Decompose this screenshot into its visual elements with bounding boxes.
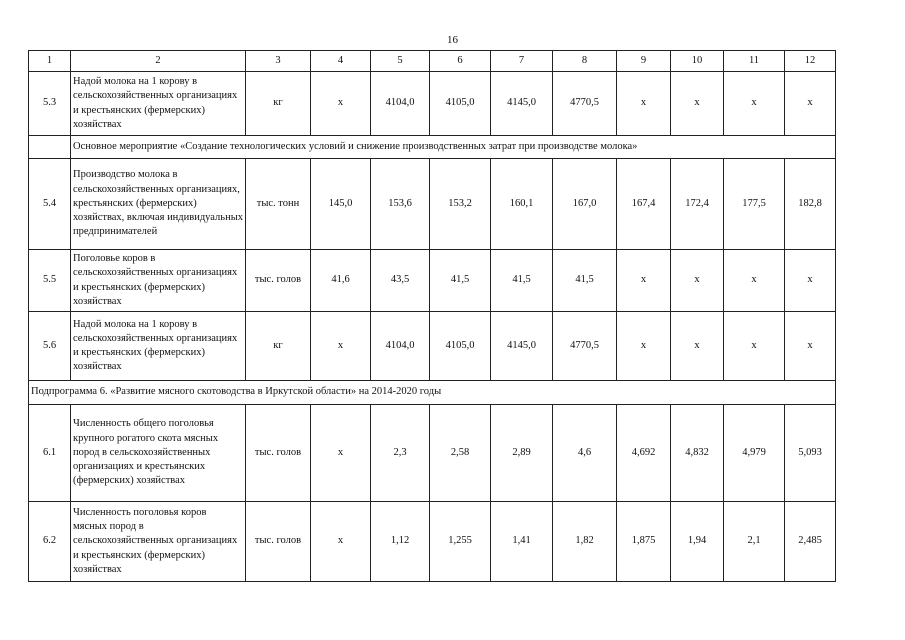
value-cell: 167,4: [617, 159, 671, 250]
value-cell: 172,4: [671, 159, 724, 250]
value-cell: 4104,0: [371, 72, 430, 136]
page-number: 16: [447, 34, 458, 46]
value-cell: 1,255: [430, 502, 491, 582]
row-number: 5.3: [29, 72, 71, 136]
section-title: Основное мероприятие «Создание технологических условий и снижение производственных затрат при производстве молока»: [71, 136, 836, 159]
value-cell: 1,41: [491, 502, 553, 582]
table-row: [29, 159, 836, 250]
row-number: 5.4: [29, 159, 71, 250]
indicator-name: Численность общего поголовья крупного рогатого скота мясных пород в сельскохозяйственных организациях и крестьянских (фермерских) хозяйствах: [71, 405, 246, 502]
value-cell: 1,82: [553, 502, 617, 582]
value-cell: 4145,0: [491, 72, 553, 136]
unit-cell: кг: [246, 312, 311, 381]
header-cell: 6: [430, 51, 491, 72]
value-cell: 4,832: [671, 405, 724, 502]
indicator-name: Надой молока на 1 корову в сельскохозяйственных организациях и крестьянских (фермерских) хозяйствах: [71, 72, 246, 136]
section-row: [29, 381, 836, 405]
value-cell: 41,5: [491, 250, 553, 312]
value-cell: 153,2: [430, 159, 491, 250]
header-cell: 1: [29, 51, 71, 72]
header-row: [29, 51, 836, 72]
value-cell: х: [617, 312, 671, 381]
indicator-name: Надой молока на 1 корову в сельскохозяйственных организациях и крестьянских (фермерских) хозяйствах: [71, 312, 246, 381]
value-cell: х: [724, 72, 785, 136]
value-cell: х: [671, 72, 724, 136]
header-cell: 7: [491, 51, 553, 72]
value-cell: 4105,0: [430, 72, 491, 136]
table-row: [29, 72, 836, 136]
value-cell: 5,093: [785, 405, 836, 502]
value-cell: 177,5: [724, 159, 785, 250]
header-cell: 5: [371, 51, 430, 72]
value-cell: 145,0: [311, 159, 371, 250]
value-cell: х: [671, 312, 724, 381]
value-cell: 4,692: [617, 405, 671, 502]
row-number: 5.6: [29, 312, 71, 381]
value-cell: х: [785, 312, 836, 381]
row-number: 5.5: [29, 250, 71, 312]
value-cell: 4770,5: [553, 72, 617, 136]
header-cell: 2: [71, 51, 246, 72]
section-spacer: [29, 136, 71, 159]
header-cell: 3: [246, 51, 311, 72]
value-cell: 2,485: [785, 502, 836, 582]
value-cell: 1,12: [371, 502, 430, 582]
row-number: 6.1: [29, 405, 71, 502]
value-cell: 4104,0: [371, 312, 430, 381]
value-cell: х: [617, 72, 671, 136]
value-cell: х: [311, 72, 371, 136]
table-row: [29, 250, 836, 312]
row-number: 6.2: [29, 502, 71, 582]
value-cell: 4,6: [553, 405, 617, 502]
value-cell: 4,979: [724, 405, 785, 502]
value-cell: х: [311, 405, 371, 502]
value-cell: х: [724, 250, 785, 312]
value-cell: х: [671, 250, 724, 312]
header-cell: 12: [785, 51, 836, 72]
value-cell: х: [311, 502, 371, 582]
unit-cell: тыс. голов: [246, 250, 311, 312]
subprogram-title: Подпрограмма 6. «Развитие мясного скотоводства в Иркутской области» на 2014-2020 годы: [29, 381, 836, 405]
value-cell: 2,58: [430, 405, 491, 502]
indicators-table: [28, 50, 836, 582]
unit-cell: кг: [246, 72, 311, 136]
value-cell: х: [785, 72, 836, 136]
table-row: [29, 405, 836, 502]
value-cell: х: [311, 312, 371, 381]
value-cell: 153,6: [371, 159, 430, 250]
indicator-name: Производство молока в сельскохозяйственных организациях, крестьянских (фермерских) хозяйствах, включая индивидуальных предпринимателей: [71, 159, 246, 250]
value-cell: 41,5: [553, 250, 617, 312]
indicator-name: Поголовье коров в сельскохозяйственных организациях и крестьянских (фермерских) хозяйствах: [71, 250, 246, 312]
value-cell: х: [785, 250, 836, 312]
section-row: [29, 136, 836, 159]
value-cell: х: [617, 250, 671, 312]
value-cell: 1,94: [671, 502, 724, 582]
indicator-name: Численность поголовья коров мясных пород в сельскохозяйственных организациях и крестьянских (фермерских) хозяйствах: [71, 502, 246, 582]
header-cell: 9: [617, 51, 671, 72]
value-cell: 2,3: [371, 405, 430, 502]
value-cell: 182,8: [785, 159, 836, 250]
value-cell: 2,89: [491, 405, 553, 502]
value-cell: 4105,0: [430, 312, 491, 381]
table-row: [29, 502, 836, 582]
value-cell: 4145,0: [491, 312, 553, 381]
unit-cell: тыс. голов: [246, 502, 311, 582]
header-cell: 8: [553, 51, 617, 72]
value-cell: 1,875: [617, 502, 671, 582]
value-cell: 41,6: [311, 250, 371, 312]
value-cell: 43,5: [371, 250, 430, 312]
unit-cell: тыс. голов: [246, 405, 311, 502]
value-cell: 160,1: [491, 159, 553, 250]
value-cell: х: [724, 312, 785, 381]
header-cell: 4: [311, 51, 371, 72]
unit-cell: тыс. тонн: [246, 159, 311, 250]
value-cell: 2,1: [724, 502, 785, 582]
header-cell: 11: [724, 51, 785, 72]
value-cell: 41,5: [430, 250, 491, 312]
header-cell: 10: [671, 51, 724, 72]
value-cell: 167,0: [553, 159, 617, 250]
table-row: [29, 312, 836, 381]
value-cell: 4770,5: [553, 312, 617, 381]
